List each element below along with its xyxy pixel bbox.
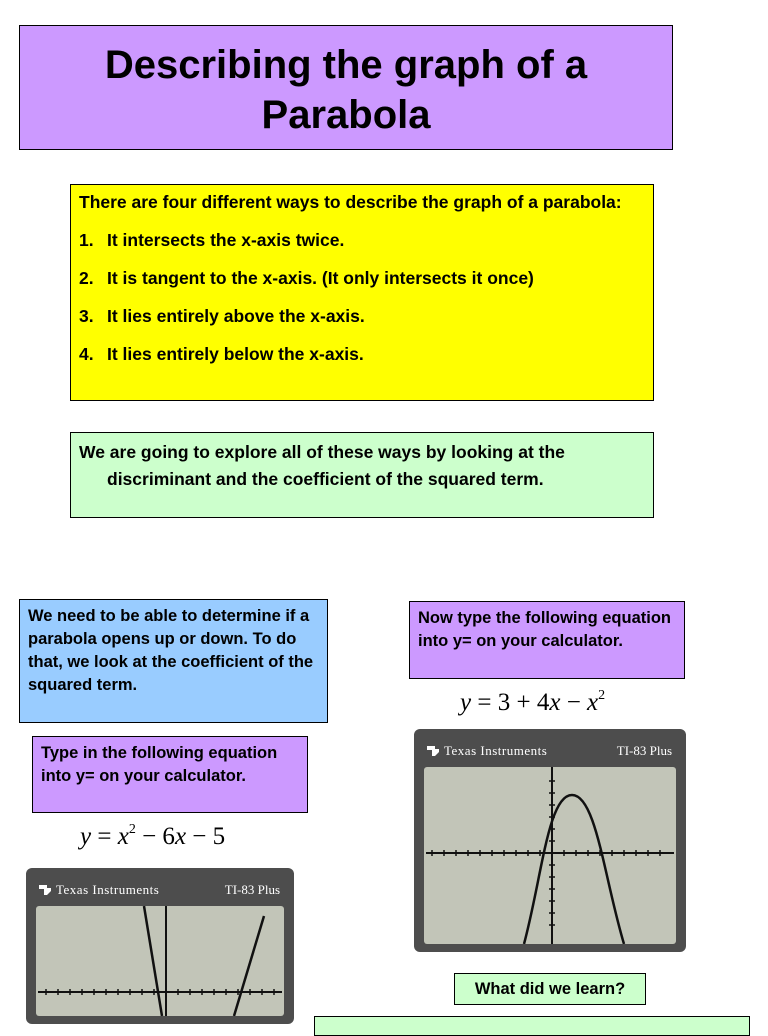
graph-plot [36, 906, 284, 1016]
graph-screen [424, 767, 676, 944]
equation-variable: y [460, 689, 472, 716]
calculator-model: TI-83 Plus [616, 743, 672, 758]
list-item [79, 229, 645, 251]
list-item-text: It is tangent to the x-axis. (It only intersects it once) [107, 268, 534, 288]
list-item-text: It lies entirely above the x-axis. [107, 306, 365, 326]
opens-up-down-text: We need to be able to determine if a parabola opens up or down. To do that, we look at the coefficient of the squared term. [28, 607, 314, 694]
graph-screen [36, 906, 284, 1016]
equation-exponent: 2 [598, 687, 606, 703]
list-item-text: It lies entirely below the x-axis. [107, 344, 364, 364]
list-item [79, 305, 645, 327]
equation-variable: x [587, 689, 599, 716]
title-line-2: Parabola [261, 93, 431, 137]
equation-variable: y [80, 823, 92, 850]
now-type-box [409, 601, 685, 679]
list-item-number: 3. [79, 306, 94, 326]
equation-2: $y = 3 + 4x - x^2$ [460, 687, 606, 716]
type-in-box [32, 736, 308, 813]
list-item [79, 343, 645, 365]
ti-logo-icon [38, 882, 52, 896]
explore-box [70, 432, 654, 518]
equation-operator: − [560, 689, 588, 716]
what-did-we-learn-text: What did we learn? [474, 980, 626, 998]
equation-variable: x [549, 689, 561, 716]
calculator-screen-2 [414, 729, 686, 952]
equation-exponent: 2 [128, 821, 136, 837]
calculator-brand: Texas Instruments [56, 882, 160, 897]
parabola-left-branch [144, 906, 162, 1016]
parabola-curve [524, 795, 624, 944]
equation-term: − 6 [135, 823, 175, 850]
parabola-right-branch [234, 916, 264, 1016]
page-title [19, 25, 673, 150]
list-item-number: 1. [79, 230, 94, 250]
type-in-text: Type in the following equation into y= on your calculator. [41, 744, 278, 785]
title-line-1: Describing the graph of a [104, 43, 588, 87]
equation-term: 3 + 4 [497, 689, 550, 716]
equation-term: − 5 [186, 823, 226, 850]
list-item [79, 267, 645, 289]
explore-text: We are going to explore all of these ways by looking at the discriminant and the coefficient of the squared term. [79, 442, 565, 489]
list-item-number: 2. [79, 268, 94, 288]
equation-1: $y = x^2 - 6x - 5$ [80, 821, 226, 850]
list-item-number: 4. [79, 344, 94, 364]
what-did-we-learn-label [454, 973, 646, 1005]
calculator-brand: Texas Instruments [444, 743, 548, 758]
ways-list-box [70, 184, 654, 401]
ti-logo-icon [426, 743, 440, 757]
calculator-model: TI-83 Plus [224, 882, 280, 897]
now-type-text: Now type the following equation into y= on your calculator. [418, 609, 671, 650]
graph-plot [424, 767, 676, 944]
ways-intro-text: There are four different ways to describe the graph of a parabola: [79, 192, 622, 212]
equation-variable: x [117, 823, 129, 850]
equation-variable: x [174, 823, 187, 850]
opens-up-down-box [19, 599, 328, 723]
calculator-screen-1 [26, 868, 294, 1024]
answer-box [314, 1016, 750, 1036]
list-item-text: It intersects the x-axis twice. [107, 230, 345, 250]
